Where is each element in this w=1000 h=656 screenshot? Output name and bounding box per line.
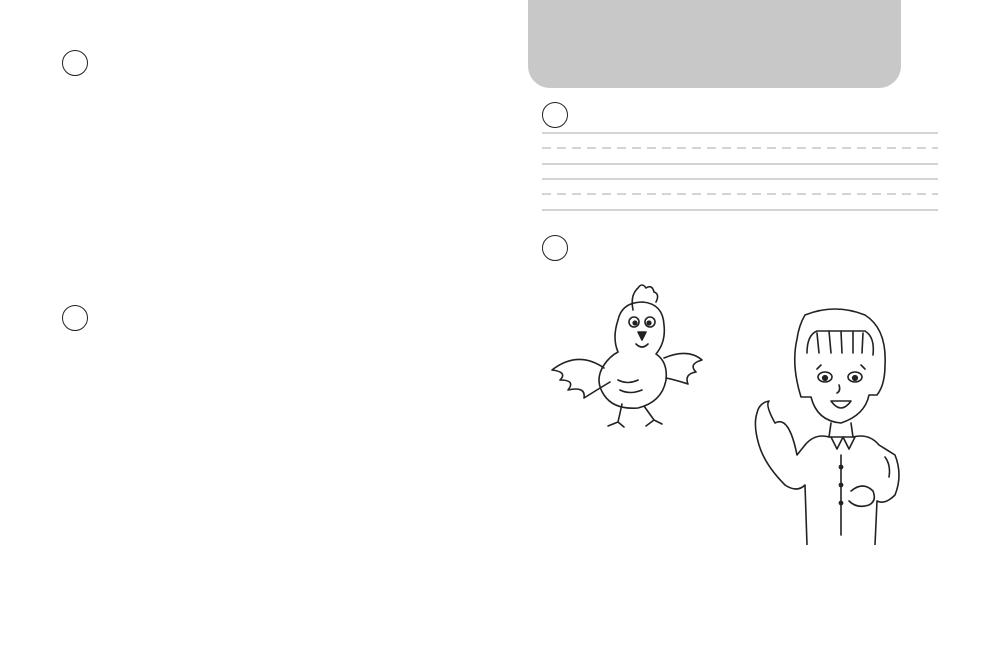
bird-illustration xyxy=(538,280,708,430)
girl-illustration xyxy=(745,305,915,545)
dot-puzzle-1 xyxy=(0,0,500,300)
right-page xyxy=(500,0,1000,656)
lesson-banner xyxy=(528,0,901,88)
dot-puzzles-2 xyxy=(0,300,500,600)
writing-lines xyxy=(500,120,1000,220)
task-2-number xyxy=(542,235,568,261)
